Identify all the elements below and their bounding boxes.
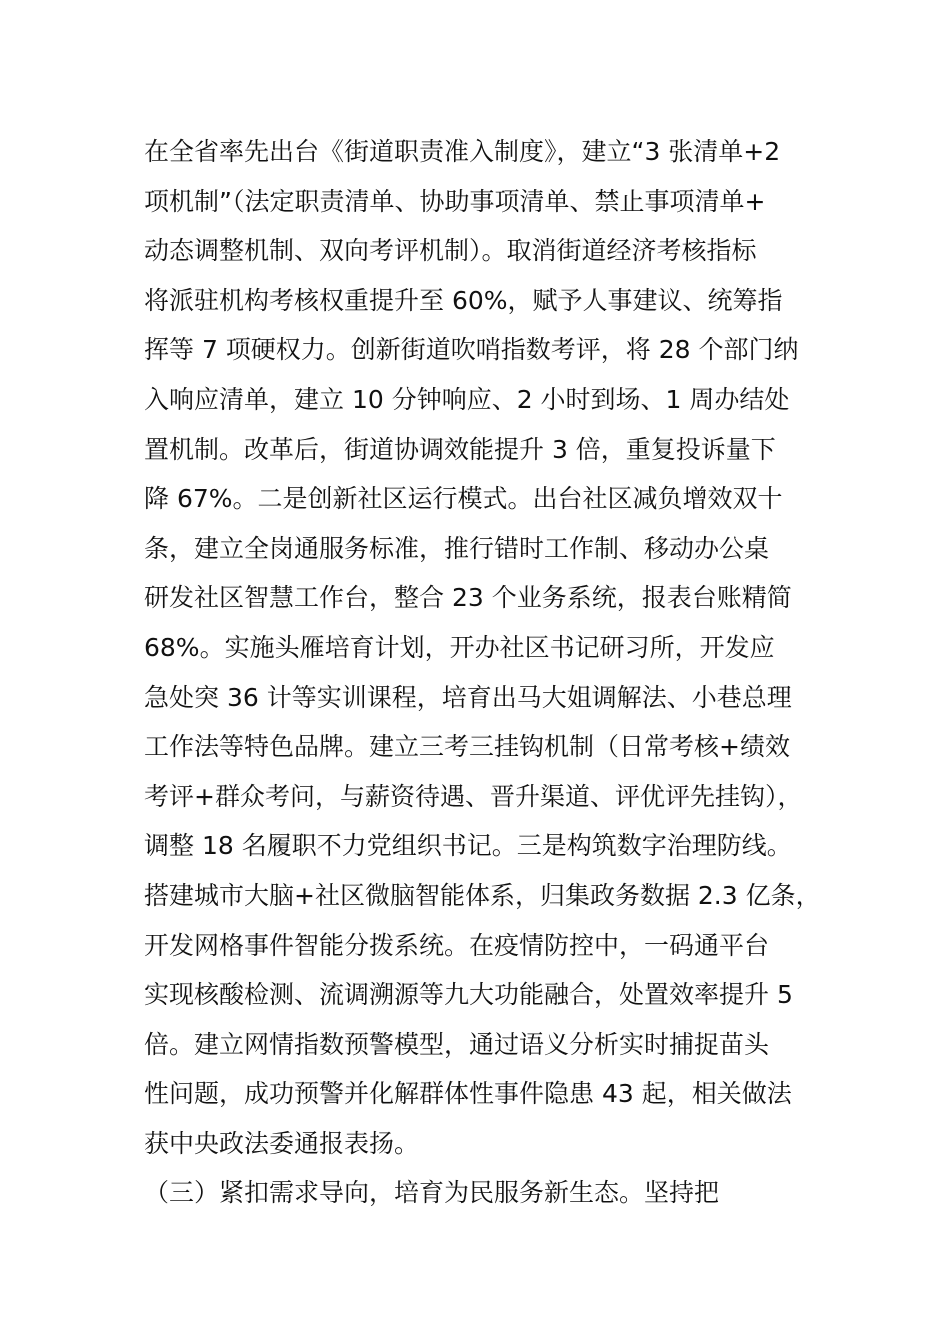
text-line: 搭建城市大脑+社区微脑智能体系，归集政务数据 2.3 亿条， [144, 880, 821, 910]
text-line: 工作法等特色品牌。建立三考三挂钩机制（日常考核+绩效 [144, 732, 790, 762]
text-line: 降 67%。二是创新社区运行模式。出台社区减负增效双十 [144, 484, 783, 514]
text-line: 考评+群众考问，与薪资待遇、晋升渠道、评优评先挂钩）， [144, 781, 803, 811]
text-line: 性问题，成功预警并化解群体性事件隐患 43 起，相关做法 [144, 1079, 792, 1109]
text-line: 条，建立全岗通服务标准，推行错时工作制、移动办公桌 [144, 533, 770, 563]
text-line: 项机制”（法定职责清单、协助事项清单、禁止事项清单+ [144, 186, 766, 216]
text-line: 挥等 7 项硬权力。创新街道吹哨指数考评，将 28 个部门纳 [144, 335, 799, 365]
section-heading-line: （三）紧扣需求导向，培育为民服务新生态。坚持把 [144, 1178, 720, 1208]
text-line: 置机制。改革后，街道协调效能提升 3 倍，重复投诉量下 [144, 434, 776, 464]
text-line: 倍。建立网情指数预警模型，通过语义分析实时捕捉苗头 [144, 1029, 770, 1059]
text-line: 68%。实施头雁培育计划，开办社区书记研习所，开发应 [144, 632, 775, 662]
text-line: 开发网格事件智能分拨系统。在疫情防控中，一码通平台 [144, 930, 770, 960]
text-line: 在全省率先出台《街道职责准入制度》，建立“3 张清单+2 [144, 137, 781, 166]
body-text [144, 130, 844, 1221]
text-line: 将派驻机构考核权重提升至 60%，赋予人事建议、统筹指 [144, 285, 783, 315]
text-line: 急处突 36 计等实训课程，培育出马大姐调解法、小巷总理 [144, 682, 792, 712]
text-line: 动态调整机制、双向考评机制）。取消街道经济考核指标 [144, 236, 757, 266]
text-line: 入响应清单，建立 10 分钟响应、2 小时到场、1 周办结处 [144, 384, 790, 414]
text-line: 调整 18 名履职不力党组织书记。三是构筑数字治理防线。 [144, 831, 792, 861]
text-line: 获中央政法委通报表扬。 [144, 1128, 420, 1158]
text-line: 实现核酸检测、流调溯源等九大功能融合，处置效率提升 5 [144, 980, 793, 1010]
text-line: 研发社区智慧工作台，整合 23 个业务系统，报表台账精简 [144, 583, 792, 613]
